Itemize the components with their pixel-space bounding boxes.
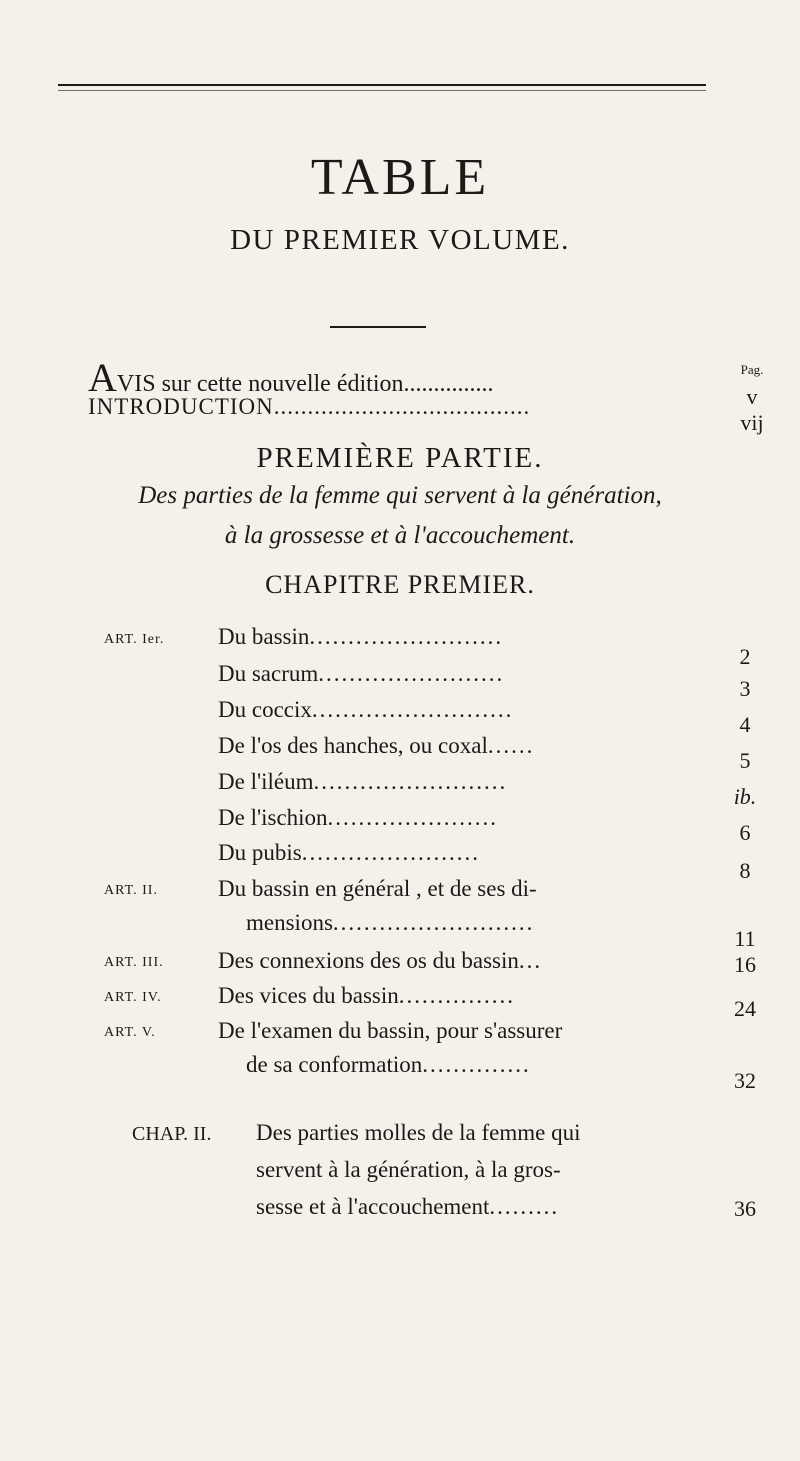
page-number: 5 <box>739 748 751 773</box>
entry-text: Du sacrum <box>218 661 319 686</box>
page-number: 24 <box>734 996 756 1021</box>
leader-dots: .......................... <box>311 697 514 722</box>
leader-dots: ...... <box>487 733 535 758</box>
leader-dots: ............... <box>398 983 516 1008</box>
toc-entry-continued[interactable] <box>256 1157 561 1183</box>
entry-text: De l'ischion <box>218 805 328 830</box>
toc-entry[interactable] <box>218 697 513 723</box>
page-number: 16 <box>734 952 756 977</box>
entry-text: Du coccix <box>218 697 312 722</box>
top-rule-thin <box>58 90 706 91</box>
entry-text: De l'examen du bassin, pour s'assurer <box>218 1018 563 1043</box>
entry-text: servent à la génération, à la gros- <box>256 1157 561 1182</box>
entry-text: Des vices du bassin <box>218 983 399 1008</box>
toc-entry[interactable] <box>218 769 507 795</box>
toc-entry[interactable] <box>218 948 542 974</box>
entry-text: mensions <box>246 910 333 935</box>
toc-entry[interactable] <box>218 983 515 1009</box>
chapter-title: CHAPITRE PREMIER. <box>265 570 535 599</box>
entry-text: De l'iléum <box>218 769 314 794</box>
top-rule <box>58 84 706 86</box>
article-label-2: ART. II. <box>104 883 158 898</box>
page-subtitle: DU PREMIER VOLUME. <box>230 224 570 256</box>
page-number: 6 <box>739 820 751 845</box>
toc-entry[interactable] <box>256 1120 580 1146</box>
page-number: 3 <box>739 676 751 701</box>
leader-dots: .......................... <box>332 910 535 935</box>
pag-label: Pag. <box>740 362 764 377</box>
entry-text: INTRODUCTION <box>88 394 274 419</box>
entry-text: Du bassin en général , et de ses di- <box>218 876 537 901</box>
leader-dots: ......................... <box>309 624 504 649</box>
entry-text: de sa conformation <box>246 1052 423 1077</box>
page-number-avis: v <box>746 384 758 409</box>
entry-text: sesse et à l'accouchement <box>256 1194 490 1219</box>
leader-dots: .............. <box>422 1052 531 1077</box>
page-number: 36 <box>734 1196 756 1221</box>
article-label-5: ART. V. <box>104 1025 156 1040</box>
chapter-label-2: CHAP. II. <box>132 1123 212 1145</box>
part-subtitle-line1: Des parties de la femme qui servent à la génération, <box>138 482 662 509</box>
page-number: 4 <box>739 712 751 737</box>
drop-cap: A <box>88 355 117 400</box>
page-number-introduction: vij <box>740 410 764 435</box>
page-number: 8 <box>739 858 751 883</box>
leader-dots: ....................... <box>301 840 480 865</box>
toc-entry[interactable] <box>218 661 504 687</box>
part-subtitle-line2: à la grossesse et à l'accouchement. <box>224 522 576 549</box>
leader-dots: ...................... <box>327 805 499 830</box>
entry-text: Du pubis <box>218 840 302 865</box>
article-label-4: ART. IV. <box>104 990 162 1005</box>
part-title: PREMIÈRE PARTIE. <box>256 442 544 474</box>
leader-dots: ......................... <box>313 769 508 794</box>
entry-text: VIS sur cette nouvelle édition <box>116 371 404 397</box>
toc-entry[interactable] <box>218 805 498 831</box>
leader-dots: ........................ <box>318 661 505 686</box>
entry-text: Des connexions des os du bassin <box>218 948 519 973</box>
leader-dots: ............... <box>403 371 494 397</box>
article-label-1: ART. Ier. <box>104 632 165 647</box>
toc-entry[interactable] <box>218 733 534 759</box>
toc-entry-avis[interactable] <box>88 355 738 400</box>
leader-dots: ......... <box>489 1194 560 1219</box>
toc-entry[interactable] <box>218 624 503 650</box>
toc-entry[interactable] <box>218 876 537 902</box>
leader-dots: ...................................... <box>273 394 531 419</box>
center-rule <box>330 326 426 328</box>
page-title: TABLE <box>310 149 490 206</box>
page-number: 32 <box>734 1068 756 1093</box>
article-label-3: ART. III. <box>104 955 164 970</box>
page-number: 2 <box>739 644 751 669</box>
entry-text: De l'os des hanches, ou coxal <box>218 733 488 758</box>
toc-entry-introduction[interactable] <box>88 394 738 420</box>
toc-entry-continued[interactable] <box>246 910 534 936</box>
page-number: 11 <box>734 926 756 951</box>
toc-entry[interactable] <box>218 1018 562 1044</box>
page-number: ib. <box>733 784 757 809</box>
toc-entry-continued[interactable] <box>256 1194 559 1220</box>
entry-text: Du bassin <box>218 624 310 649</box>
toc-entry[interactable] <box>218 840 480 866</box>
toc-entry-continued[interactable] <box>246 1052 531 1078</box>
leader-dots: ... <box>518 948 543 973</box>
entry-text: Des parties molles de la femme qui <box>256 1120 581 1145</box>
